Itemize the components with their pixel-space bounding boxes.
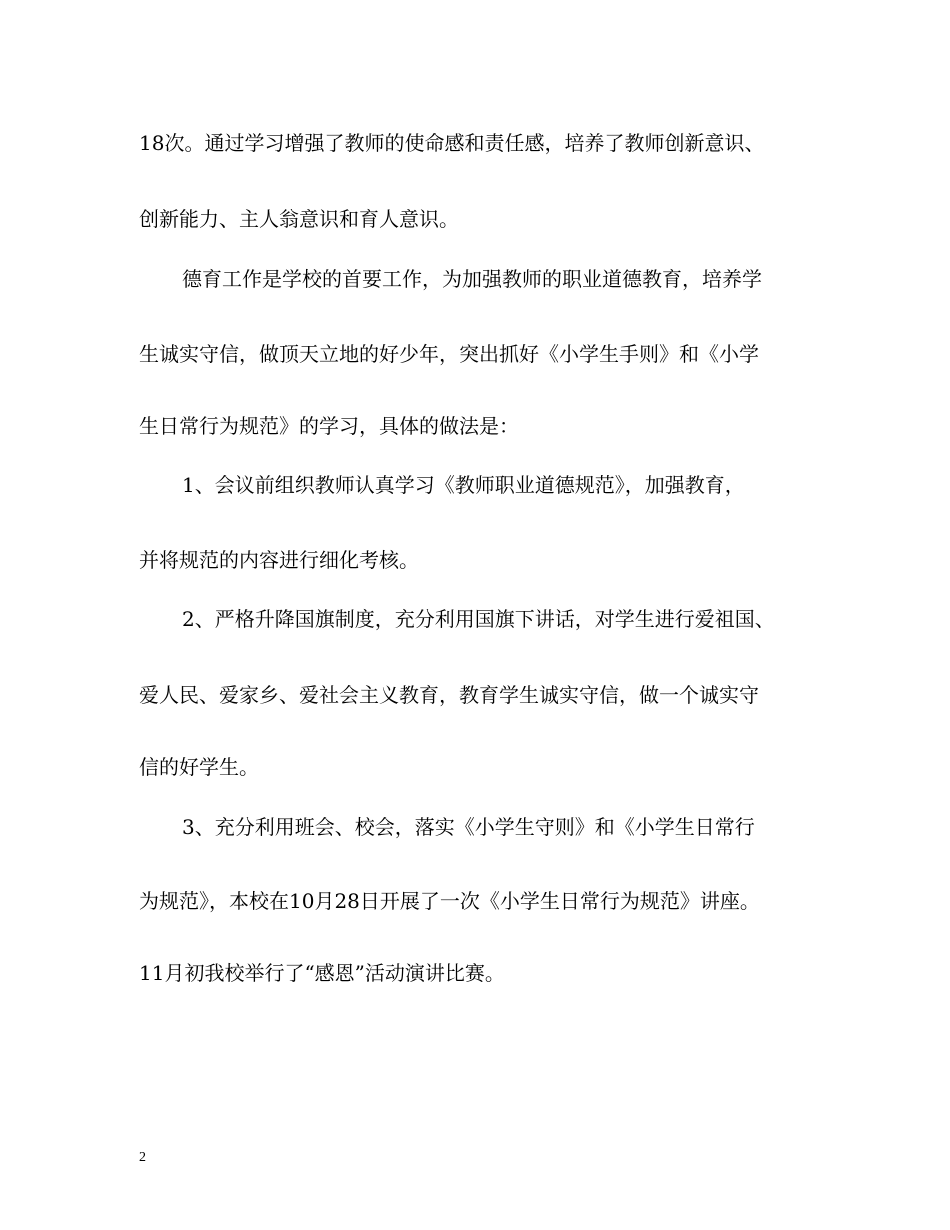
page-number: 2 [139, 1150, 146, 1165]
text-line: 18次。通过学习增强了教师的使命感和责任感，培养了教师创新意识、 [139, 131, 765, 155]
text-line: 为规范》，本校在10月28日开展了一次《小学生日常行为规范》讲座。 [139, 889, 760, 913]
list-item-2-line: 2、严格升降国旗制度，充分利用国旗下讲话，对学生进行爱祖国、 [182, 607, 775, 631]
text-line: 信的好学生。 [139, 755, 259, 779]
text-line: 11月初我校举行了“感恩”活动演讲比赛。 [139, 961, 505, 985]
text-line: 生日常行为规范》的学习，具体的做法是： [139, 414, 519, 438]
list-item-1-line: 1、会议前组织教师认真学习《教师职业道德规范》，加强教育， [182, 473, 745, 497]
text-line: 生诚实守信，做顶天立地的好少年，突出抓好《小学生手则》和《小学 [139, 342, 759, 366]
text-line: 并将规范的内容进行细化考核。 [139, 548, 419, 572]
list-item-3-line: 3、充分利用班会、校会，落实《小学生守则》和《小学生日常行 [182, 815, 755, 839]
text-line: 创新能力、主人翁意识和育人意识。 [139, 207, 459, 231]
paragraph-start-line: 德育工作是学校的首要工作，为加强教师的职业道德教育，培养学 [182, 267, 762, 291]
text-line: 爱人民、爱家乡、爱社会主义教育，教育学生诚实守信，做一个诚实守 [139, 683, 759, 707]
